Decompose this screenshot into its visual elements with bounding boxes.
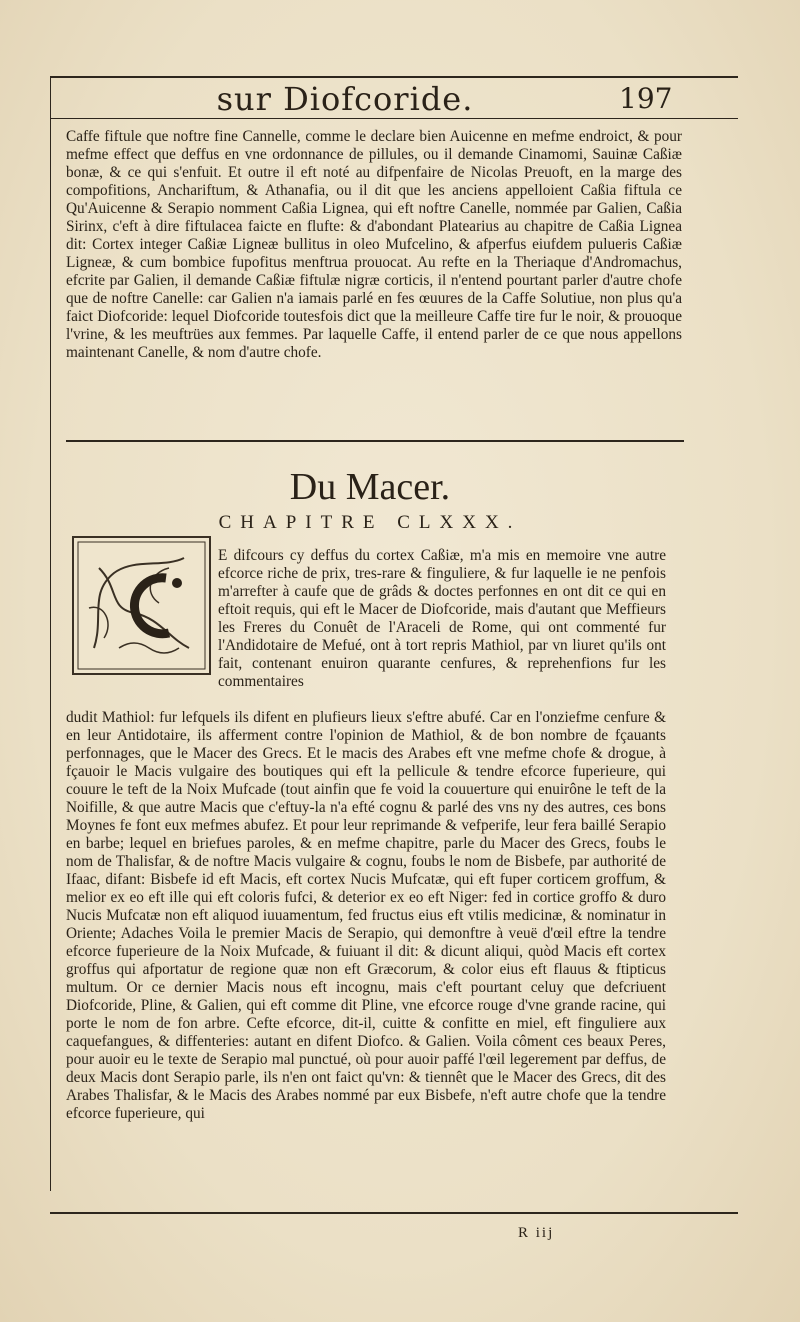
body-paragraph-block <box>66 709 666 1189</box>
header-rule-top <box>50 76 738 78</box>
signature-mark: R iij <box>518 1225 555 1241</box>
body-paragraph: dudit Mathiol: fur lefquels ils difent en plufieurs lieux s'eftre abufé. Car en l'onziefme cenfure & en leur Antidotaire, ils afferment contre l'opinion de Mathiol, & de bon nombre de fçauants perfonnages, que le Macer des Grecs. Et le macis des Arabes eft vne mefme chofe & drogue, à fçauoir le Macis vulgaire des boutiques qui eft la pellicule & tendre efcorce fuperieure, qui couure le teft de la Noix Mufcade (tout ainfin que fe void la couuerture qui enuirône le teft de la Noifille, & que autre Macis que c'eftuy-la n'a efté cognu & parlé des vns ny des autres, ces bons Moynes fe font eux mefmes abufez. Et pour leur reprimande & vefperife, leur fera baillé Serapio en barbe; lequel en briefues paroles, & en mefme chapitre, parle du Macer des Grecs, foubs le nom de Thalisfar, & de noftre Macis vulgaire & cognu, foubs le nom de Bisbefe, par authorité de Ifaac, difant: Bisbefe id eft Macis, eft cortex Nucis Mufcatæ, qui eft fuper corticem groffum, & melior ex eo eft ille qui eft coloris fufci, & deterior ex eo eft Niger: fed in cortice groffo & duro Nucis Mufcatæ non eft aliquod iuuamentum, fed fructus eius eft vtilis medicinæ, & nominatur in Oriente; Adaches Voila le premier Macis de Serapio, qui demonftre à veuë d'œil eftre la tendre efcorce fuperieure de la Noix Mufcade, & fuiuant il dit: & dicunt aliqui, quòd Macis eft cortex groffus qui afportatur de regione quæ non eft Græcorum, & color eius eft flauus & ftipticus multum. Or ce dernier Macis nous eft incognu, mais c'eft pourtant celuy que defcriuent Diofcoride, Pline, & Galien, qui eft comme dit Pline, vne efcorce rouge d'vne grande racine, qui porte le nom de fon arbre. Cefte efcorce, dit-il, cuitte & confitte en miel, eft finguliere aux caquefangues, & diffenteries: autant en difent Diofco. & Galien. Voila côment ces beaux Peres, pour auoir eu le texte de Serapio mal punctué, où pour auoir paffé l'œil legerement par deffus, de deux Macis dont Serapio parle, ils n'en ont faict qu'vn: & tiennêt que le Macer des Grecs, dit des Arabes Thalisfar, & le Macis des Arabes nommé par eux Bisbefe, n'eft autre chofe que la tendre efcorce fuperieure, qui <box>66 709 666 1122</box>
running-header: sur Diofcoride. <box>216 80 474 118</box>
page-number: 197 <box>619 82 673 115</box>
section-divider <box>66 440 684 442</box>
indented-paragraph-block <box>218 547 666 709</box>
footer-rule <box>50 1212 738 1214</box>
top-text-block <box>66 128 682 434</box>
section-title: Du Macer. <box>289 466 451 508</box>
frame-left <box>50 76 51 1191</box>
indented-paragraph: E difcours cy deffus du cortex Caßiæ, m'a mis en memoire vne autre efcorce riche de prix, tres-rare & finguliere, & fur laquelle ie ne penfois m'arrefter à caufe que de grâds & doctes perfonnes en ont dit ce qui en eftoit requis, qui eft le Macer de Diofcoride, mais d'autant que Meffieurs les Freres du Conuêt de l'Araceli de Rome, qui ont commenté fur l'Andidotaire de Mefué, ont à tort repris Mathiol, par vn liuret qu'ils ont fait, contenant enuiron quarante cenfures, & reprehenfions fur les commentaires <box>218 547 666 690</box>
decorated-initial-ornament <box>72 536 211 675</box>
header-rule-bottom <box>50 118 738 119</box>
chapter-heading: CHAPITRE CLXXX. <box>218 512 522 533</box>
top-paragraph: Caffe fiftule que noftre fine Cannelle, comme le declare bien Auicenne en mefme endroict, & pour mefme effect que deffus en vne ordonnance de pillules, ou il demande Cinamomi, Sauinæ Caßiæ bonæ, & ce qui s'enfuit. Et outre il eft noté au difpenfaire de Nicolas Preuoft, en la marge des compofitions, Anchariftum, & Athanafia, ou il dit que les anciens appelloient Caßia fiftula ce Qu'Auicenne & Serapio nomment Caßia Lignea, qui eft noftre Canelle, nommée par Galien, Caßia Sirinx, c'eft à dire fiftulacea faicte en flufte: & d'abondant Platearius au chapitre de Caßia Lignea dit: Cortex integer Caßiæ Ligneæ bullitus in oleo Mufcelino, & afperfus eiufdem pulueris Caßiæ Ligneæ, & cum bombice fupofitus menftrua prouocat. Au refte en la Theriaque d'Andromachus, efcrite par Galien, il demande Caßiæ fiftulæ nigræ corticis, il n'entend pourtant parler d'autre chofe que de noftre Canelle: car Galien n'a iamais parlé en fes œuures de la Caffe Solutiue, non plus qu'a faict Diofcoride: lequel Diofcoride toutesfois dict que la meilleure Caffe tire fur le noir, & prouoque l'vrine, & les meuftrües aux femmes. Par laquelle Caffe, il entend parler de ce que nous appellons maintenant Canelle, & nom d'autre chofe. <box>66 128 682 361</box>
